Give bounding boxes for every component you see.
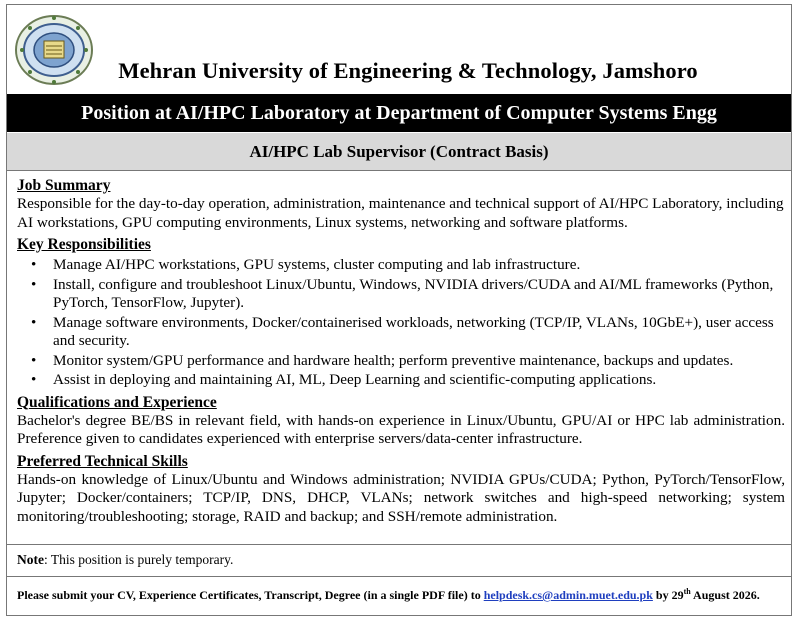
muet-logo xyxy=(12,10,96,90)
job-title: AI/HPC Lab Supervisor (Contract Basis) xyxy=(249,141,549,161)
list-item: • Monitor system/GPU performance and hardware health; perform preventive maintenance, backups and updates. xyxy=(53,352,785,371)
university-name: Mehran University of Engineering & Technology, Jamshoro xyxy=(118,58,698,83)
list-item: • Manage AI/HPC workstations, GPU systems, cluster computing and lab infrastructure. xyxy=(53,256,785,275)
apply-instructions xyxy=(17,584,779,603)
apply-by: by 29 xyxy=(652,588,684,602)
position-banner xyxy=(7,94,791,132)
note xyxy=(17,552,233,568)
job-title-banner xyxy=(7,133,791,171)
date-suffix: th xyxy=(683,587,691,596)
skills-heading: Preferred Technical Skills xyxy=(17,452,188,470)
list-item: • Install, configure and troubleshoot Linux/Ubuntu, Windows, NVIDIA drivers/CUDA and AI/ML frameworks (Python, PyTorch, TensorFlow, Jupyter). xyxy=(53,276,785,313)
job-summary-heading: Job Summary xyxy=(17,177,111,194)
responsibilities-heading: Key Responsibilities xyxy=(17,236,151,253)
skills-text: Hands-on knowledge of Linux/Ubuntu and Windows administration; NVIDIA GPUs/CUDA; Python, PyTorch/TensorFlow, Jupyter; Docker/containers; TCP/IP, DNS, DHCP, VLANs; network switches and high-speed networking; system monitoring/troubleshooting; storage, RAID and backup; and SSH/remote administration. xyxy=(17,470,785,525)
apply-text: Please submit your CV, Experience Certificates, Transcript, Degree (in a single PDF file) to xyxy=(17,588,484,602)
job-summary-text: Responsible for the day-to-day operation, administration, maintenance and technical support of AI/HPC Laboratory, including AI workstations, GPU computing environments, Linux systems, networking and software platforms. xyxy=(17,195,784,231)
note-text: : This position is purely temporary. xyxy=(44,552,234,567)
qualifications-heading: Qualifications and Experience xyxy=(17,393,217,411)
list-item: • Manage software environments, Docker/containerised workloads, networking (TCP/IP, VLANs, 10GbE+), user access and security. xyxy=(53,314,785,351)
qualifications-text: Bachelor's degree BE/BS in relevant field, with hands-on experience in Linux/Ubuntu, GPU/AI or HPC lab administration. Preference given to candidates experienced with enterprise servers/data-center infrastructure. xyxy=(17,411,785,447)
responsibilities-list xyxy=(17,256,785,390)
divider xyxy=(7,576,791,577)
email-link[interactable]: helpdesk.cs@admin.muet.edu.pk xyxy=(483,588,653,602)
apply-date: August 2026. xyxy=(690,588,760,602)
divider xyxy=(7,544,791,545)
note-label: Note xyxy=(17,552,44,567)
position-title: Position at AI/HPC Laboratory at Department of Computer Systems Engg xyxy=(81,101,717,124)
list-item: • Assist in deploying and maintaining AI, ML, Deep Learning and scientific-computing applications. xyxy=(53,371,785,390)
main-content xyxy=(17,176,785,529)
